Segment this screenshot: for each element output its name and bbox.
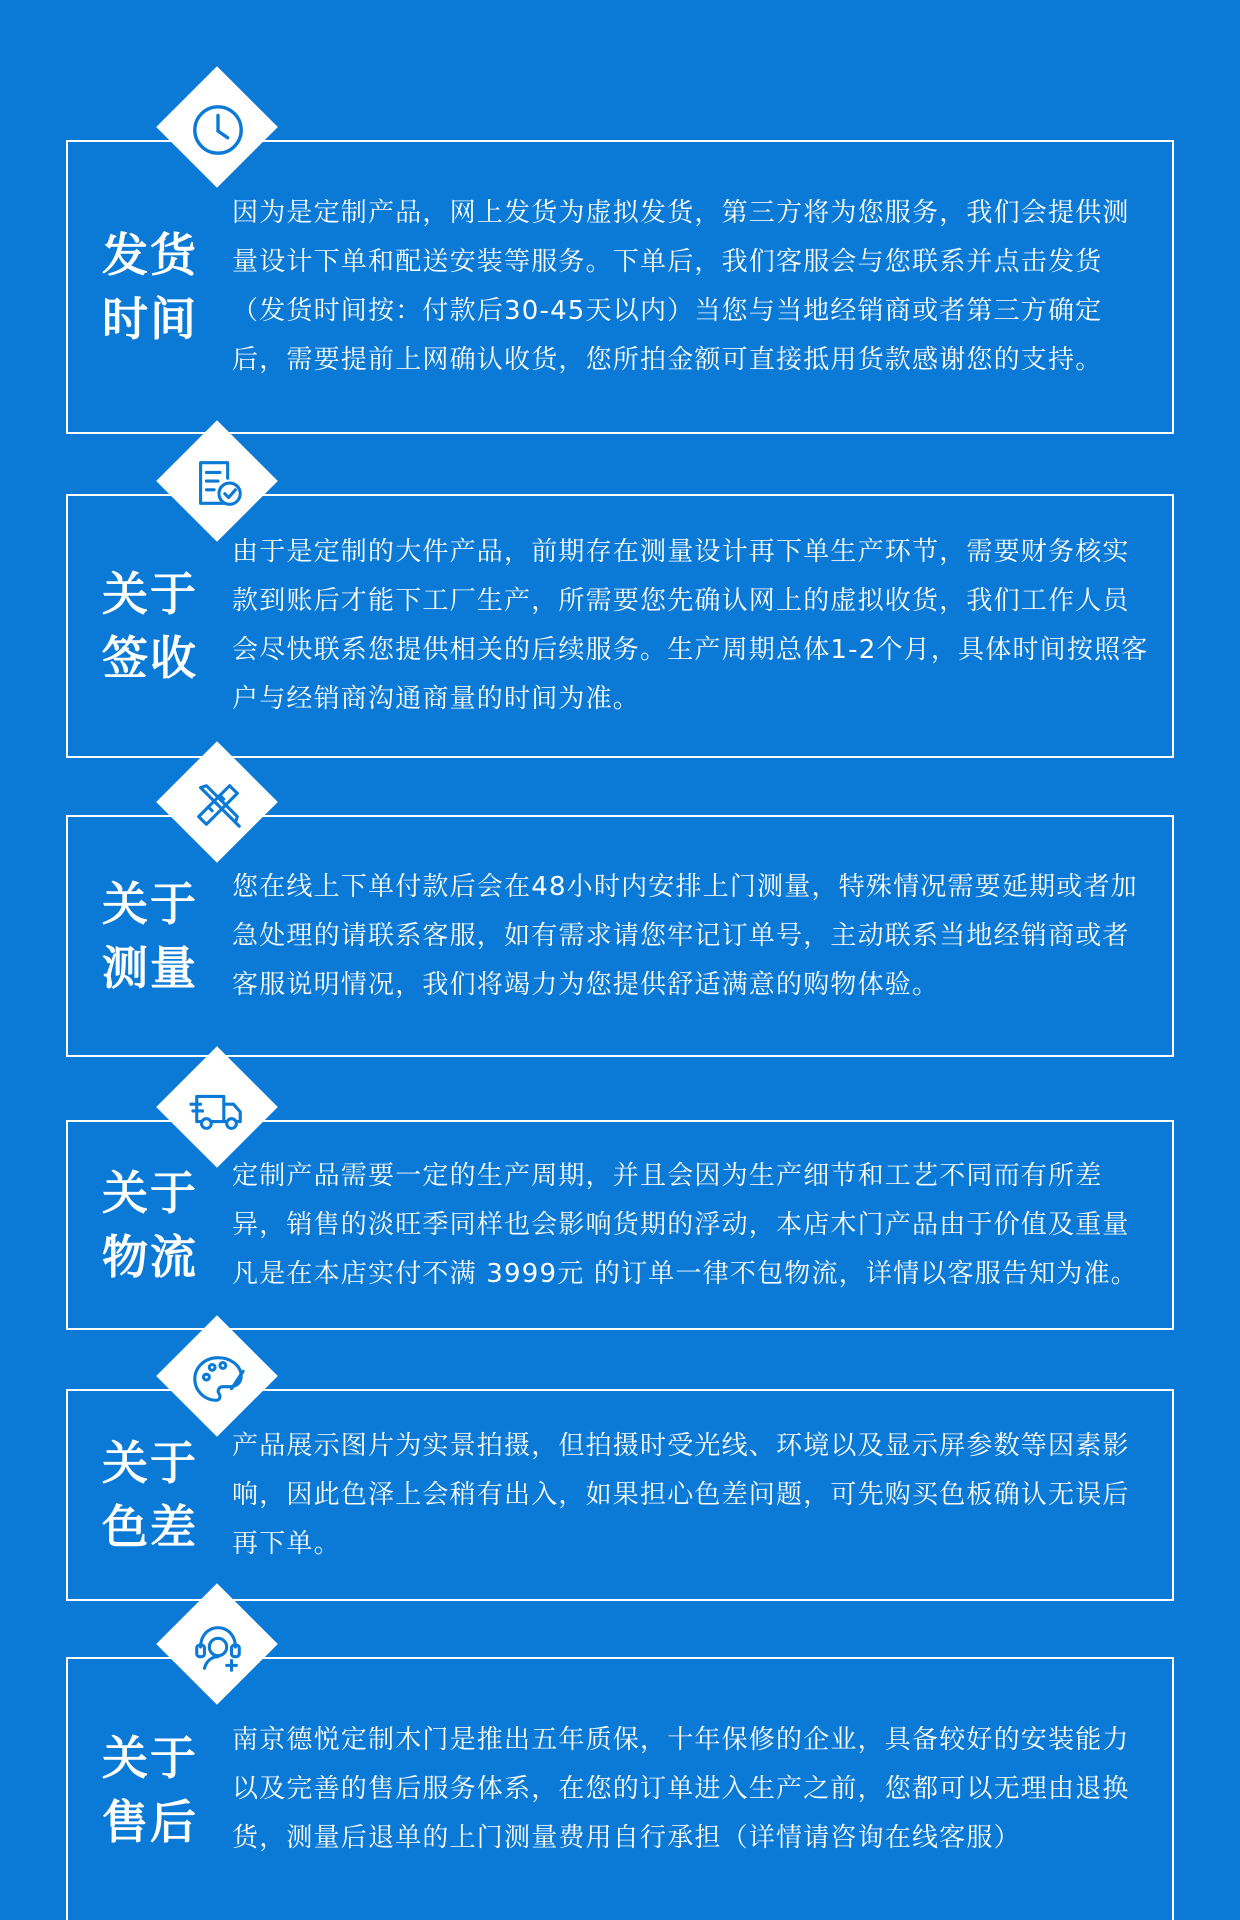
section-text: 南京德悦定制木门是推出五年质保，十年保修的企业，具备较好的安装能力以及完善的售后服务体系，在您的订单进入生产之前，您都可以无理由退换货，测量后退单的上门测量费用自行承担（详情请咨询在线客服）: [232, 1725, 1130, 1853]
section-shipping-time: [66, 140, 1174, 434]
section-title: 关于测量: [102, 877, 198, 995]
section-title: 关于签收: [102, 567, 198, 685]
section-title: 关于物流: [102, 1166, 198, 1284]
section-text: 产品展示图片为实景拍摄，但拍摄时受光线、环境以及显示屏参数等因素影响，因此色泽上会稍有出入，如果担心色差问题，可先购买色板确认无误后再下单。: [232, 1430, 1130, 1559]
section-text: 由于是定制的大件产品，前期存在测量设计再下单生产环节，需要财务核实款到账后才能下工厂生产，所需要您先确认网上的虚拟收货，我们工作人员会尽快联系您提供相关的后续服务。生产周期总体1-2个月，具体时间按照客户与经销商沟通商量的时间为准。: [232, 537, 1149, 714]
section-color-difference: [66, 1389, 1174, 1601]
section-after-sales: [66, 1657, 1174, 1920]
section-logistics: [66, 1120, 1174, 1330]
section-title: 关于售后: [102, 1730, 198, 1849]
section-receipt: [66, 494, 1174, 758]
section-text: 您在线上下单付款后会在48小时内安排上门测量，特殊情况需要延期或者加急处理的请联系客服，如有需求请您牢记订单号，主动联系当地经销商或者客服说明情况，我们将竭力为您提供舒适满意的购物体验。: [232, 871, 1138, 1000]
section-measurement: [66, 815, 1174, 1057]
section-text: 因为是定制产品，网上发货为虚拟发货，第三方将为您服务，我们会提供测量设计下单和配送安装等服务。下单后，我们客服会与您联系并点击发货（发货时间按：付款后30-45天以内）当您与当地经销商或者第三方确定后，需要提前上网确认收货，您所拍金额可直接抵用货款感谢您的支持。: [232, 198, 1130, 375]
section-text: 定制产品需要一定的生产周期，并且会因为生产细节和工艺不同而有所差异，销售的淡旺季同样也会影响货期的浮动，本店木门产品由于价值及重量凡是在本店实付不满 3999元 的订单一律不包物流，详情以客服告知为准。: [232, 1160, 1138, 1289]
section-title: 发货时间: [102, 228, 198, 346]
section-title: 关于色差: [102, 1436, 198, 1554]
